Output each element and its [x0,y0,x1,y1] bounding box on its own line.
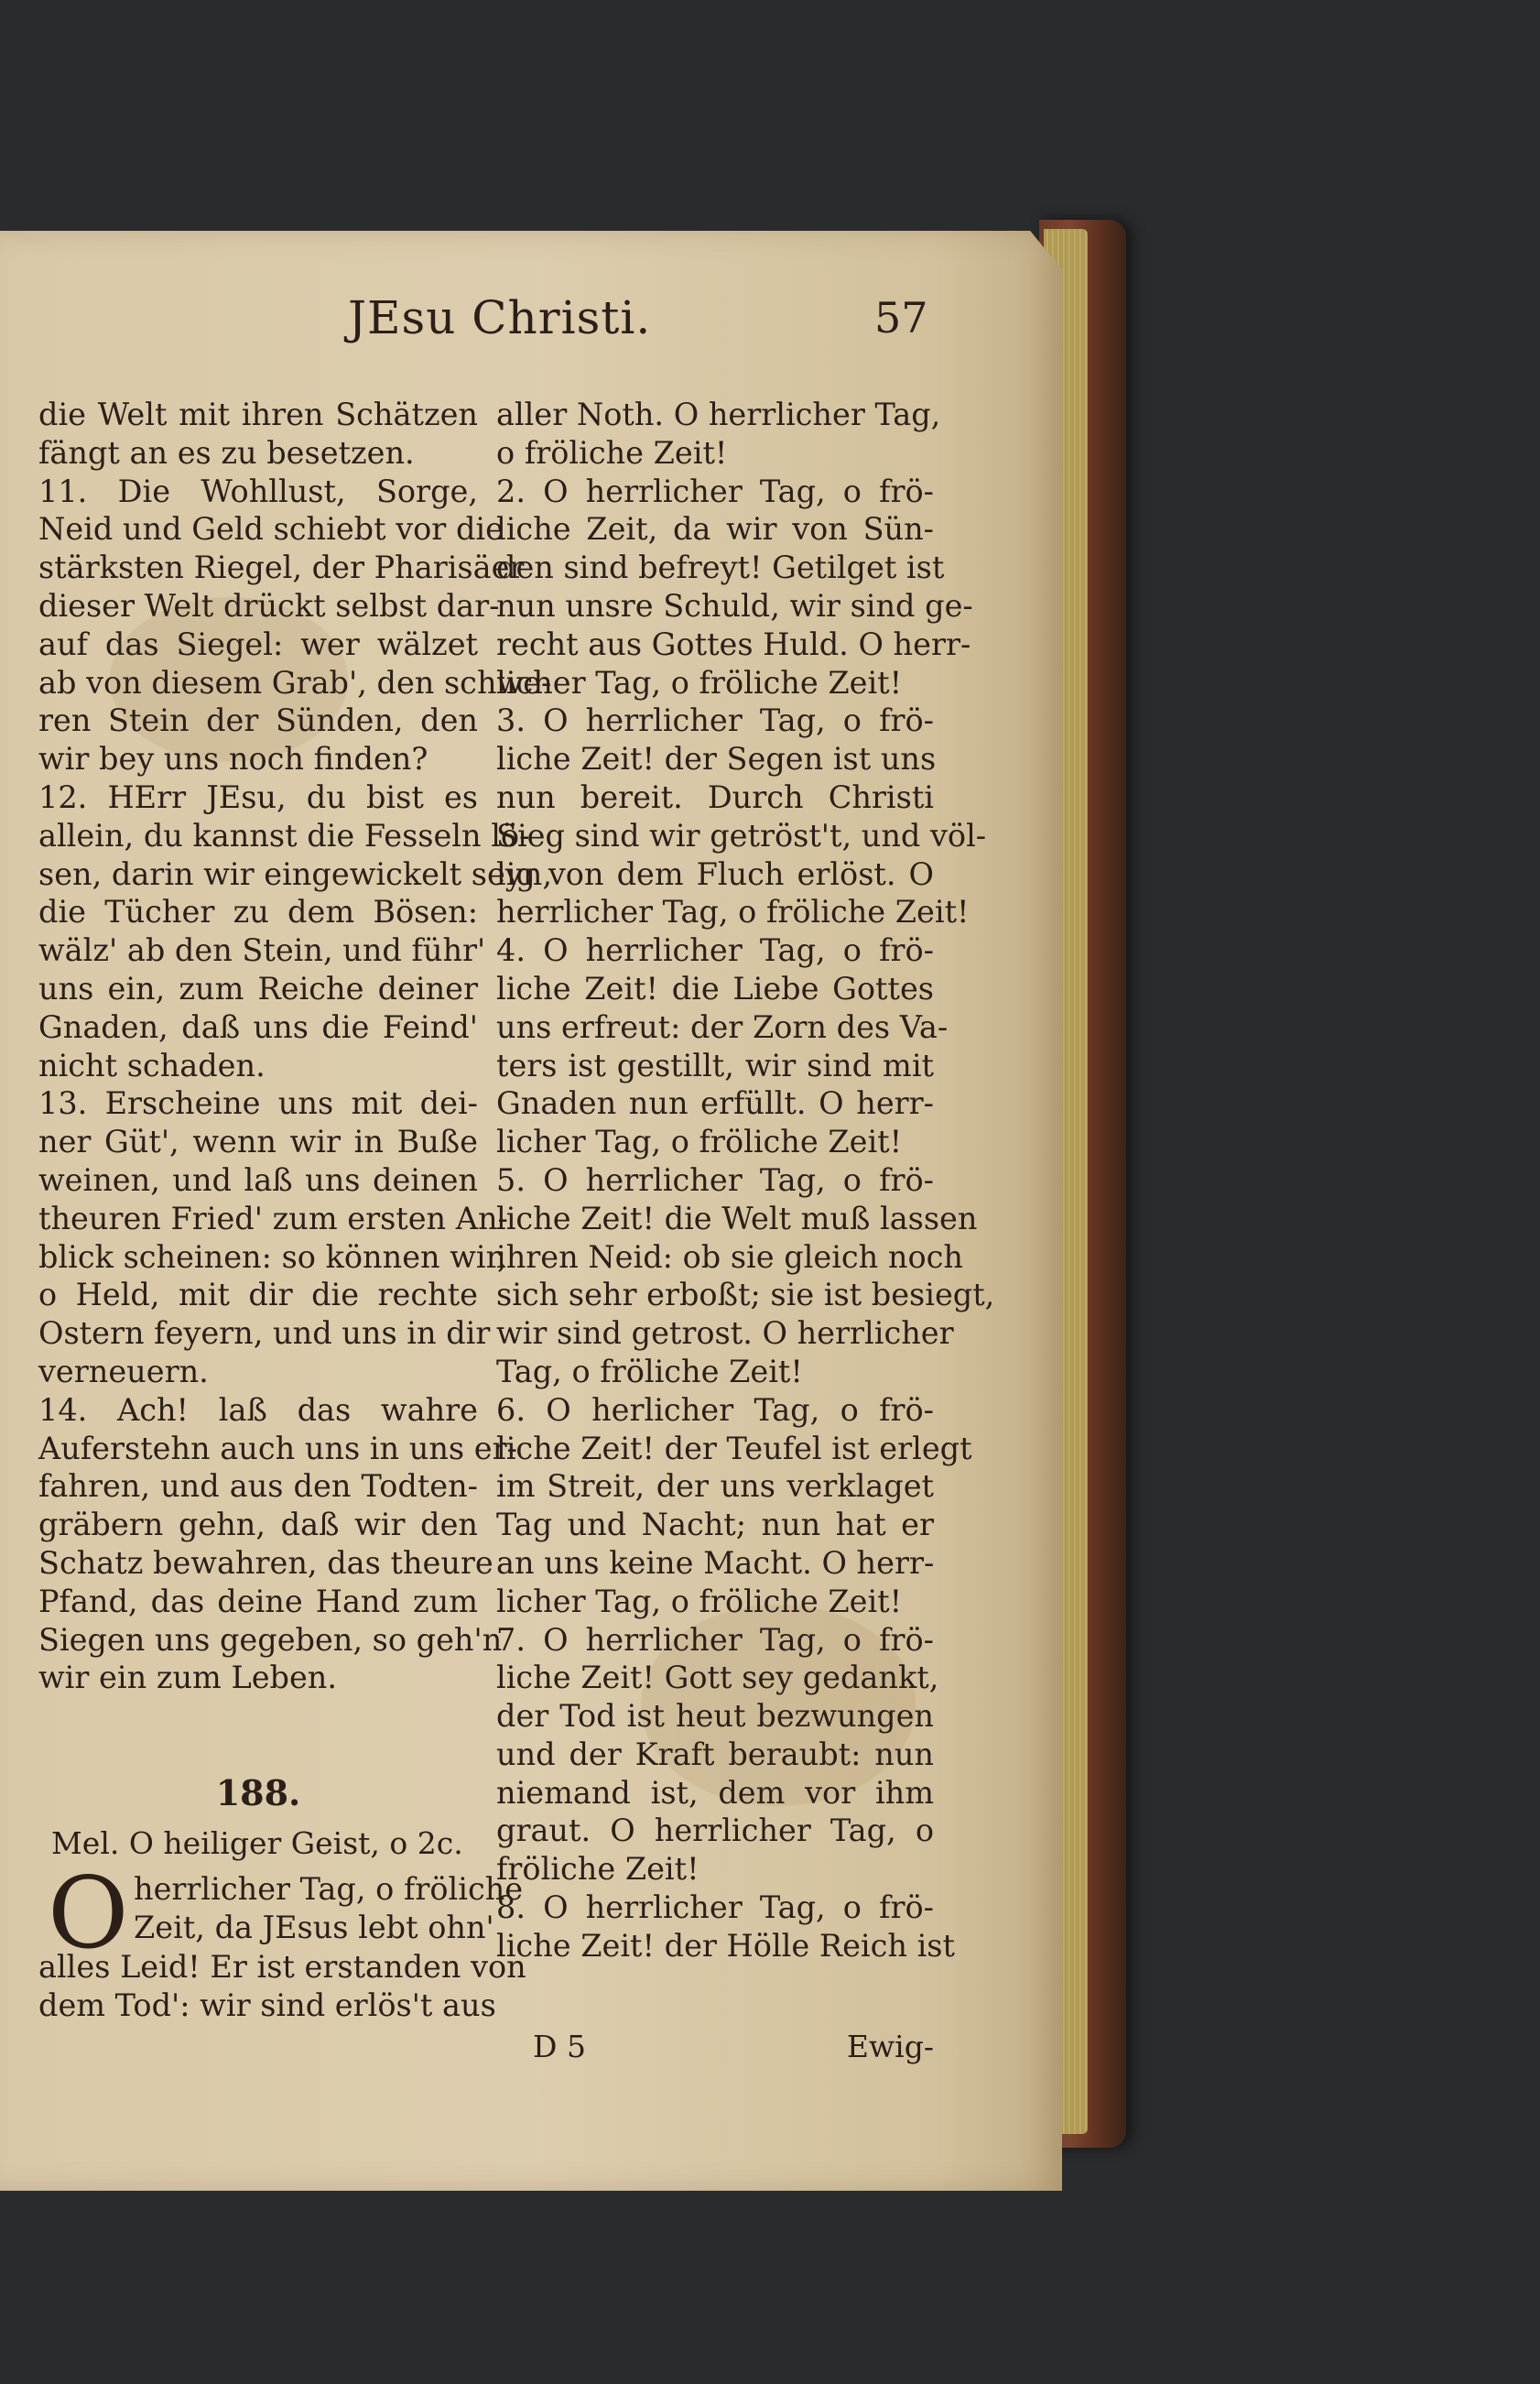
text-line: wälz' ab den Stein, und führ' [38,932,486,969]
text-line: 8. O herrlicher Tag, o frö- [496,1889,934,1926]
melody-line: Mel. O heiliger Geist, o 2c. [51,1825,463,1861]
text-line: an uns keine Macht. O herr- [496,1544,935,1581]
text-line: den sind befreyt! Getilget ist [496,550,945,586]
text-line: 3. O herrlicher Tag, o frö- [496,702,934,739]
text-line: 11. Die Wohllust, Sorge, [38,473,478,509]
text-line: wir sind getrost. O herrlicher [496,1315,954,1352]
text-line: nun bereit. Durch Christi [496,778,934,815]
text-line: auf das Siegel: wer wälzet [38,626,478,662]
text-line: verneuern. [38,1353,209,1389]
text-line: die Tücher zu dem Bösen: [38,894,478,931]
text-line: fängt an es zu besetzen. [38,434,415,471]
hymn-number: 188. [215,1772,301,1813]
text-line: o Held, mit dir die rechte [38,1277,478,1313]
text-line: liche Zeit! der Segen ist uns [496,741,937,778]
text-line: sen, darin wir eingewickelt seyn, [38,855,552,892]
text-line: wir ein zum Leben. [38,1660,338,1696]
text-line: Pfand, das deine Hand zum [38,1583,478,1619]
text-line: liche Zeit! die Liebe Gottes [496,970,934,1007]
text-line: licher Tag, o fröliche Zeit! [496,1583,903,1619]
text-line: liche Zeit! die Welt muß lassen [496,1200,978,1236]
text-line: aller Noth. O herrlicher Tag, [496,397,941,432]
right-text-column [496,396,995,1965]
text-line: liche Zeit! der Hölle Reich ist [496,1927,955,1964]
text-line: o fröliche Zeit! [496,434,728,471]
text-line: Gnaden nun erfüllt. O herr- [496,1085,934,1122]
text-line: niemand ist, dem vor ihm [496,1774,934,1811]
text-line: Tag, o fröliche Zeit! [496,1353,803,1389]
text-line: theuren Fried' zum ersten An- [38,1200,508,1236]
running-title: JEsu Christi. [348,291,652,344]
text-line: 14. Ach! laß das wahre [38,1391,478,1428]
text-line: 4. O herrlicher Tag, o frö- [496,932,934,969]
catchword: Ewig- [846,2029,934,2064]
text-line: dieser Welt drückt selbst dar- [38,587,500,624]
text-line: sich sehr erboßt; sie ist besiegt, [496,1277,995,1313]
text-line: die Welt mit ihren Schätzen [38,397,478,432]
text-line: blick scheinen: so können wir, [38,1238,507,1275]
text-line: Zeit, da JEsus lebt ohn' [134,1909,494,1945]
text-line: nun unsre Schuld, wir sind ge- [496,587,973,624]
drop-cap-lines [134,1870,524,1947]
text-line: ihren Neid: ob sie gleich noch [496,1238,963,1275]
text-line: dem Tod': wir sind erlös't aus [38,1987,496,2023]
text-line: fahren, und aus den Todten- [38,1468,478,1505]
text-line: Auferstehn auch uns in uns er- [38,1430,517,1466]
text-line: recht aus Gottes Huld. O herr- [496,626,971,662]
text-line: liche Zeit! der Teufel ist erlegt [496,1430,972,1466]
text-line: weinen, und laß uns deinen [38,1161,478,1198]
text-line: 12. HErr JEsu, du bist es [38,778,478,815]
text-line: licher Tag, o fröliche Zeit! [496,664,903,701]
page-header [0,291,943,365]
hymn-opening-continuation [38,1948,526,2025]
text-line: ren Stein der Sünden, den [38,702,478,739]
text-line: 13. Erscheine uns mit dei- [38,1085,478,1122]
text-line: uns erfreut: der Zorn des Va- [496,1008,949,1045]
text-line: und der Kraft beraubt: nun [496,1736,934,1772]
text-line: wir bey uns noch finden? [38,741,428,778]
text-line: ters ist gestillt, wir sind mit [496,1047,934,1083]
page-number: 57 [874,293,928,343]
text-line: liche Zeit! Gott sey gedankt, [496,1660,939,1696]
text-line: licher Tag, o fröliche Zeit! [496,1124,903,1160]
drop-cap: O [48,1856,129,1971]
text-line: der Tod ist heut bezwungen [496,1698,934,1735]
text-line: 7. O herrlicher Tag, o frö- [496,1621,934,1658]
text-line: Neid und Geld schiebt vor die [38,511,504,548]
text-line: allein, du kannst die Fesseln lö- [38,817,530,854]
text-line: gräbern gehn, daß wir den [38,1507,478,1543]
text-line: nicht schaden. [38,1047,266,1083]
text-line: 5. O herrlicher Tag, o frö- [496,1161,934,1198]
text-line: stärksten Riegel, der Pharisäer [38,550,525,586]
page-footer [496,2029,934,2074]
text-line: ab von diesem Grab', den schwe- [38,664,552,701]
text-line: fröliche Zeit! [496,1851,700,1888]
text-line: uns ein, zum Reiche deiner [38,970,478,1007]
text-line: graut. O herrlicher Tag, o [496,1812,934,1849]
text-line: Ostern feyern, und uns in dir [38,1315,491,1352]
text-line: alles Leid! Er ist erstanden von [38,1949,526,1985]
text-line: ner Güt', wenn wir in Buße [38,1124,478,1160]
left-text-column [38,396,552,1697]
text-line: herrlicher Tag, o fröliche [134,1871,524,1907]
text-line: Schatz bewahren, das theure [38,1544,493,1581]
signature-mark: D 5 [533,2029,586,2064]
text-line: 2. O herrlicher Tag, o frö- [496,473,934,509]
text-line: im Streit, der uns verklaget [496,1468,934,1505]
text-line: Gnaden, daß uns die Feind' [38,1008,478,1045]
text-line: liche Zeit, da wir von Sün- [496,511,934,548]
text-line: 6. O herlicher Tag, o frö- [496,1391,934,1428]
text-line: Sieg sind wir getröst't, und völ- [496,817,987,854]
text-line: Tag und Nacht; nun hat er [496,1507,934,1543]
text-line: Siegen uns gegeben, so geh'n [38,1621,503,1658]
text-line: herrlicher Tag, o fröliche Zeit! [496,894,970,931]
text-line: lig von dem Fluch erlöst. O [496,855,934,892]
